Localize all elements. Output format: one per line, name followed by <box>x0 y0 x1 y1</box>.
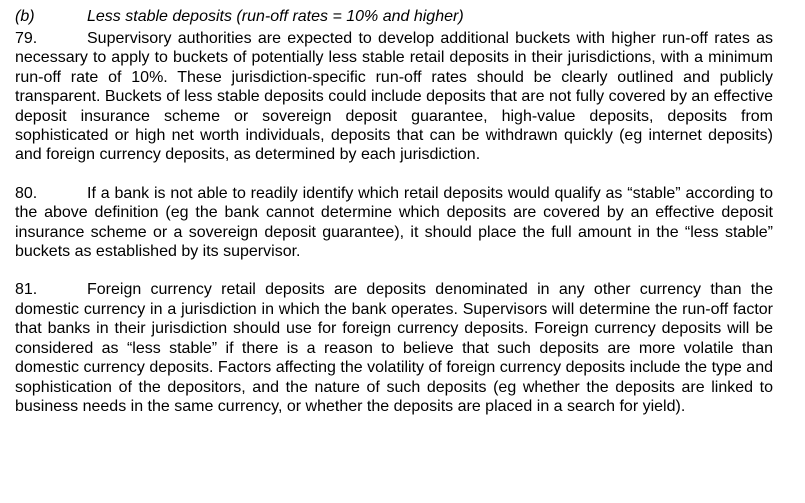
paragraph-text: Supervisory authorities are expected to develop additional buckets with higher run-off rates as necessary to apply to buckets of potentially less stable retail deposits in their jurisdictions, with a minimum run-off rate of 10%. These jurisdiction-specific run-off rates should be clearly outlined and publicly transparent. Buckets of less stable deposits could include deposits that are not fully covered by an effective deposit insurance scheme or sovereign deposit guarantee, high-value deposits, deposits from sophisticated or high net worth individuals, deposits that can be withdrawn quickly (eg internet deposits) and foreign currency deposits, as determined by each jurisdiction. <box>15 30 773 164</box>
paragraph-80 <box>15 184 773 262</box>
paragraph-number: 81. <box>15 281 38 299</box>
paragraph-text: Foreign currency retail deposits are deposits denominated in any other currency than the domestic currency in a jurisdiction in which the bank operates. Supervisors will determine the run-off factor that banks in their jurisdiction should use for foreign currency deposits. Foreign currency deposits will be considered as “less stable” if there is a reason to believe that such deposits are more volatile than domestic currency deposits. Factors affecting the volatility of foreign currency deposits include the type and sophistication of the depositors, and the nature of such deposits (eg whether the deposits are linked to business needs in the same currency, or whether the deposits are placed in a search for yield). <box>15 281 773 415</box>
paragraph-text: If a bank is not able to readily identify which retail deposits would qualify as “stable” according to the above definition (eg the bank cannot determine which deposits are covered by an effective deposit insurance scheme or a sovereign deposit guarantee), it should place the full amount in the “less stable” buckets as established by its supervisor. <box>15 184 773 261</box>
section-title: Less stable deposits (run-off rates = 10% and higher) <box>87 8 464 25</box>
paragraph-number: 80. <box>15 184 38 202</box>
document-body <box>15 7 773 416</box>
section-number: (b) <box>15 8 35 25</box>
paragraph-number: 79. <box>15 30 38 47</box>
paragraph-81 <box>15 280 773 416</box>
paragraph-79 <box>15 29 773 165</box>
section-heading <box>15 7 773 27</box>
